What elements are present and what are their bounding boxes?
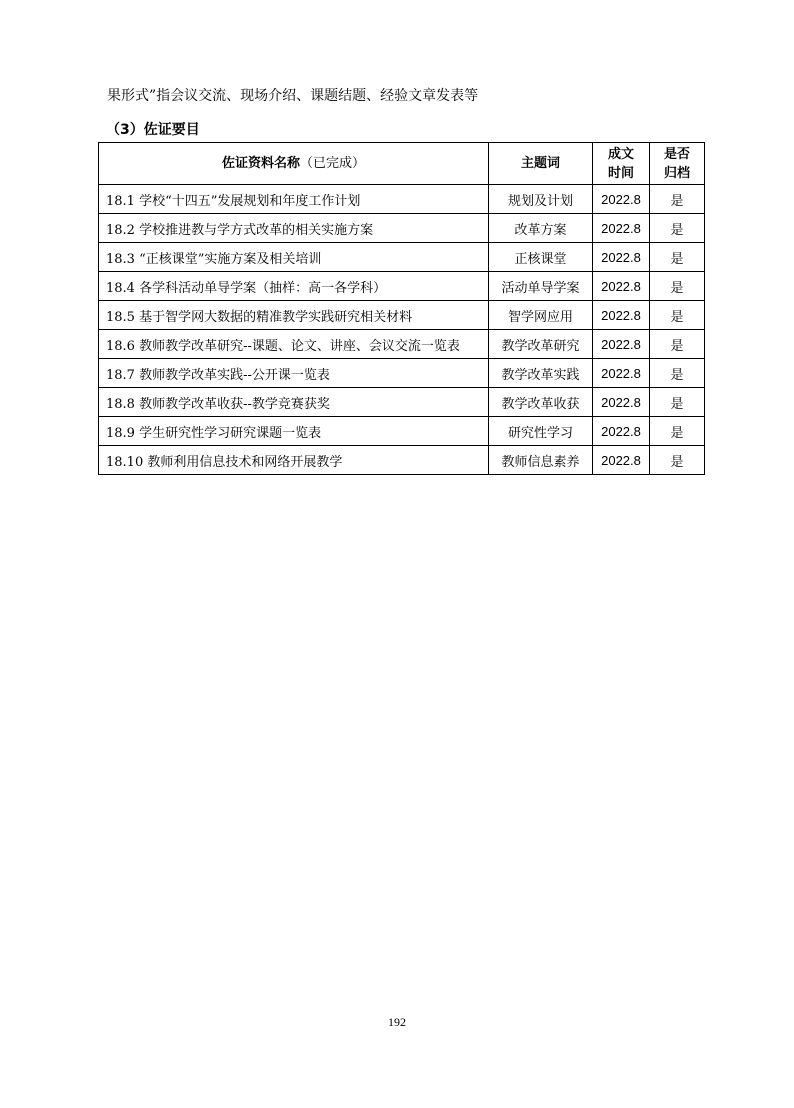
row-name: 18.2 学校推进教与学方式改革的相关实施方案	[99, 214, 489, 243]
row-name: 18.5 基于智学网大数据的精准教学实践研究相关材料	[99, 301, 489, 330]
table-header-row	[99, 143, 705, 185]
header-date	[593, 143, 650, 185]
header-name-label: 佐证资料名称	[221, 156, 300, 171]
table-row	[99, 185, 705, 214]
row-archived: 是	[650, 446, 705, 475]
row-name: 18.7 教师教学改革实践--公开课一览表	[99, 359, 489, 388]
row-archived: 是	[650, 359, 705, 388]
row-name: 18.3 “正核课堂”实施方案及相关培训	[99, 243, 489, 272]
row-name: 18.4 各学科活动单导学案（抽样：高一各学科）	[99, 272, 489, 301]
row-archived: 是	[650, 417, 705, 446]
row-keyword: 教学改革实践	[489, 359, 593, 388]
header-name	[99, 143, 489, 185]
table-row	[99, 388, 705, 417]
row-name: 18.8 教师教学改革收获--教学竞赛获奖	[99, 388, 489, 417]
row-date: 2022.8	[593, 359, 650, 388]
row-keyword: 正核课堂	[489, 243, 593, 272]
section-heading: （3）佐证要目	[106, 122, 200, 138]
row-date: 2022.8	[593, 185, 650, 214]
row-keyword: 智学网应用	[489, 301, 593, 330]
row-name: 18.9 学生研究性学习研究课题一览表	[99, 417, 489, 446]
row-keyword: 改革方案	[489, 214, 593, 243]
row-keyword: 教学改革研究	[489, 330, 593, 359]
row-name: 18.1 学校“十四五”发展规划和年度工作计划	[99, 185, 489, 214]
row-keyword: 教学改革收获	[489, 388, 593, 417]
table-row	[99, 330, 705, 359]
row-date: 2022.8	[593, 301, 650, 330]
row-keyword: 教师信息素养	[489, 446, 593, 475]
row-archived: 是	[650, 388, 705, 417]
header-date-line2: 时间	[607, 165, 634, 181]
table-row	[99, 272, 705, 301]
header-archived-line2: 归档	[663, 165, 690, 181]
header-archived	[650, 143, 705, 185]
row-keyword: 活动单导学案	[489, 272, 593, 301]
row-archived: 是	[650, 301, 705, 330]
row-name: 18.10 教师利用信息技术和网络开展教学	[99, 446, 489, 475]
header-keyword: 主题词	[489, 143, 593, 185]
table-row	[99, 359, 705, 388]
row-keyword: 研究性学习	[489, 417, 593, 446]
row-archived: 是	[650, 330, 705, 359]
row-archived: 是	[650, 185, 705, 214]
row-date: 2022.8	[593, 330, 650, 359]
row-date: 2022.8	[593, 417, 650, 446]
table-row	[99, 301, 705, 330]
row-date: 2022.8	[593, 446, 650, 475]
table-row	[99, 243, 705, 272]
table-row	[99, 446, 705, 475]
table-row	[99, 417, 705, 446]
row-date: 2022.8	[593, 243, 650, 272]
row-archived: 是	[650, 214, 705, 243]
page-number: 192	[388, 1015, 406, 1029]
row-date: 2022.8	[593, 214, 650, 243]
header-archived-line1: 是否	[663, 146, 690, 162]
intro-text: 果形式”指会议交流、现场介绍、课题结题、经验文章发表等	[107, 88, 479, 104]
row-date: 2022.8	[593, 272, 650, 301]
row-name: 18.6 教师教学改革研究--课题、论文、讲座、会议交流一览表	[99, 330, 489, 359]
header-date-line1: 成文	[607, 146, 634, 162]
row-archived: 是	[650, 243, 705, 272]
row-date: 2022.8	[593, 388, 650, 417]
header-name-sub: （已完成）	[300, 156, 366, 171]
table-row	[99, 214, 705, 243]
row-archived: 是	[650, 272, 705, 301]
evidence-table	[98, 142, 705, 475]
row-keyword: 规划及计划	[489, 185, 593, 214]
